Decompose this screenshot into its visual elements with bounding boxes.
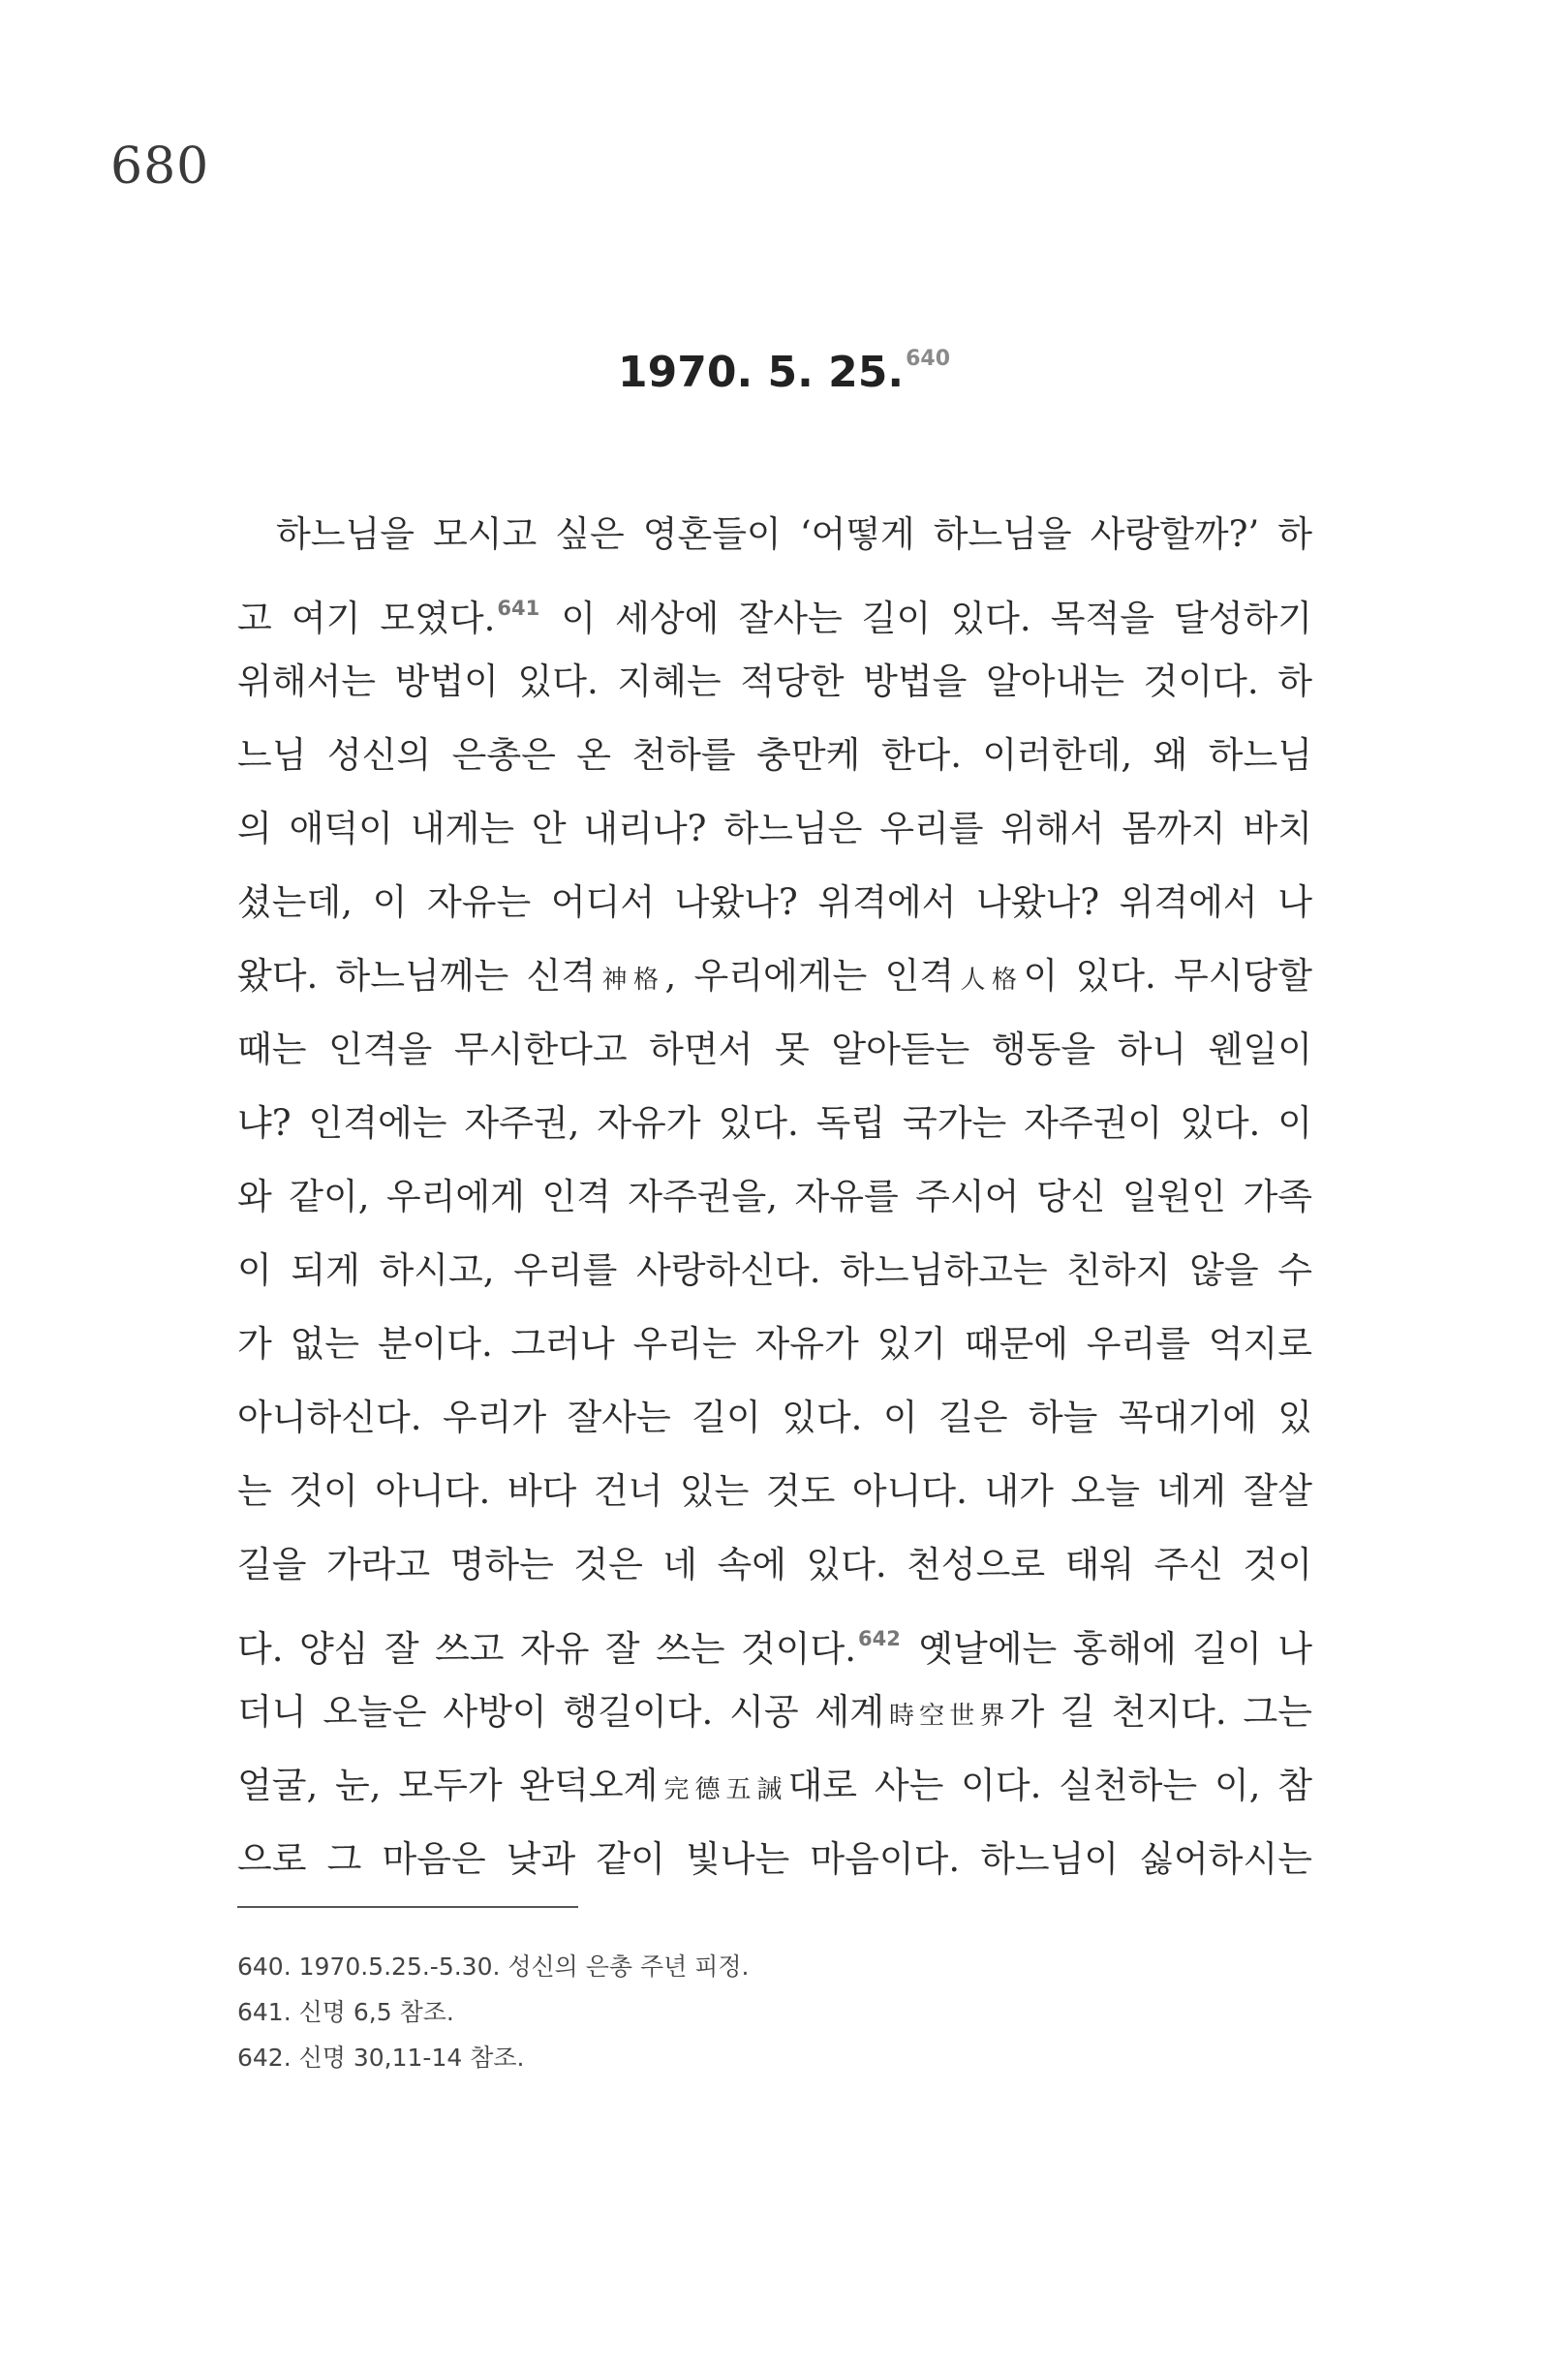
body-line: 이 되게 하시고, 우리를 사랑하신다. 하느님하고는 친하지 않을 수 — [237, 1249, 1312, 1291]
body-fragment: 대로 사는 이다. 실천하는 이, 참 — [787, 1765, 1312, 1806]
body-fragment: 더니 오늘은 사방이 행길이다. 시공 세계 — [237, 1691, 884, 1733]
body-text — [237, 498, 1312, 1896]
footnote-ref-642: 642 — [857, 1627, 901, 1650]
hanja-annotation: 完德五誡 — [658, 1775, 788, 1804]
body-line: 가 없는 분이다. 그러나 우리는 자유가 있기 때문에 우리를 억지로 — [237, 1323, 1312, 1365]
body-fragment: 고 여기 모였다. — [237, 598, 496, 639]
body-line — [237, 1602, 1312, 1676]
body-line — [237, 1749, 1312, 1823]
body-line — [237, 939, 1312, 1013]
hanja-annotation: 神格 — [595, 966, 665, 995]
body-fragment: 이 있다. 무시당할 — [1023, 955, 1312, 997]
body-line — [237, 1676, 1312, 1749]
hanja-annotation: 人格 — [953, 966, 1024, 995]
body-fragment: 이 세상에 잘사는 길이 있다. 목적을 달성하기 — [541, 598, 1312, 639]
body-line: 셨는데, 이 자유는 어디서 나왔나? 위격에서 나왔나? 위격에서 나 — [237, 881, 1312, 923]
body-line: 하느님을 모시고 싶은 영혼들이 ‘어떻게 하느님을 사랑할까?’ 하 — [276, 513, 1312, 555]
body-line: 와 같이, 우리에게 인격 자주권을, 자유를 주시어 당신 일원인 가족 — [237, 1176, 1312, 1217]
footnote-ref-641: 641 — [497, 597, 540, 620]
body-fragment: 다. 양심 잘 쓰고 자유 잘 쓰는 것이다. — [237, 1628, 856, 1670]
body-line: 으로 그 마음은 낮과 같이 빛나는 마음이다. 하느님이 싫어하시는 — [237, 1838, 1312, 1880]
section-heading — [0, 347, 1568, 397]
body-line: 는 것이 아니다. 바다 건너 있는 것도 아니다. 내가 오늘 네게 잘살 — [237, 1470, 1312, 1512]
page-number: 680 — [110, 138, 210, 196]
body-line: 냐? 인격에는 자주권, 자유가 있다. 독립 국가는 자주권이 있다. 이 — [237, 1102, 1312, 1144]
body-line: 아니하신다. 우리가 잘사는 길이 있다. 이 길은 하늘 꼭대기에 있 — [237, 1397, 1312, 1438]
body-line: 위해서는 방법이 있다. 지혜는 적당한 방법을 알아내는 것이다. 하 — [237, 661, 1312, 702]
body-line: 때는 인격을 무시한다고 하면서 못 알아듣는 행동을 하니 웬일이 — [237, 1029, 1312, 1070]
body-fragment: 옛날에는 홍해에 길이 나 — [902, 1628, 1312, 1670]
body-line: 느님 성신의 은총은 온 천하를 충만케 한다. 이러한데, 왜 하느님 — [237, 734, 1312, 776]
footnote-642: 642. 신명 30,11-14 참조. — [237, 2044, 525, 2072]
heading-date: 1970. 5. 25. — [617, 348, 905, 397]
body-line: 의 애덕이 내게는 안 내리나? 하느님은 우리를 위해서 몸까지 바치 — [237, 808, 1312, 849]
body-line: 길을 가라고 명하는 것은 네 속에 있다. 천성으로 태워 주신 것이 — [237, 1544, 1312, 1585]
body-line — [237, 571, 1312, 645]
footnotes — [237, 1944, 750, 2080]
footnote-ref-640: 640 — [906, 347, 951, 371]
hanja-annotation: 時空世界 — [883, 1702, 1010, 1731]
body-fragment: 얼굴, 눈, 모두가 완덕오계 — [237, 1765, 659, 1806]
footnote-640: 640. 1970.5.25.-5.30. 성신의 은총 주년 피정. — [237, 1953, 750, 1981]
body-fragment: , 우리에게는 인격 — [664, 955, 954, 997]
footnote-divider — [237, 1906, 578, 1908]
body-fragment: 왔다. 하느님께는 신격 — [237, 955, 596, 997]
body-fragment: 가 길 천지다. 그는 — [1009, 1691, 1312, 1733]
footnote-641: 641. 신명 6,5 참조. — [237, 1998, 454, 2026]
